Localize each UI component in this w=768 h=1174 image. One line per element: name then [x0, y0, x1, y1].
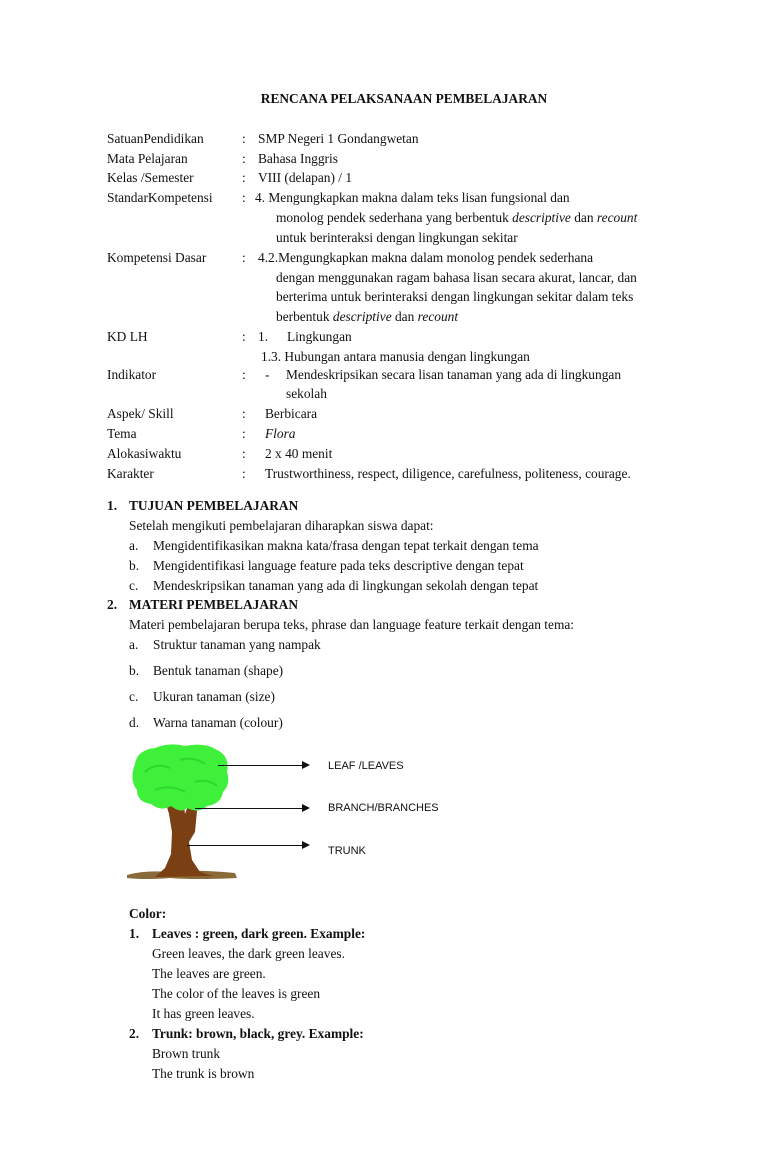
list-letter: c.: [129, 578, 139, 593]
list-item: Bentuk tanaman (shape): [153, 663, 284, 678]
colon: :: [242, 250, 246, 265]
label-trunk: TRUNK: [328, 845, 366, 857]
value-kompetensi-dasar-line1: 4.2.Mengungkapkan makna dalam monolog pendek sederhana: [258, 250, 594, 265]
value-kelas-semester: VIII (delapan) / 1: [258, 170, 353, 185]
list-item: Mengidentifikasi language feature pada teks descriptive dengan tepat: [153, 558, 524, 573]
tree-illustration: [125, 742, 250, 884]
list-letter: a.: [129, 538, 139, 553]
list-item: Struktur tanaman yang nampak: [153, 637, 321, 652]
list-number: 1.: [129, 926, 140, 941]
list-item: Mengidentifikasikan makna kata/frasa dengan tepat terkait dengan tema: [153, 538, 539, 553]
colon: :: [242, 466, 246, 481]
colon: :: [242, 170, 246, 185]
leaves-heading: Leaves : green, dark green. Example:: [152, 926, 366, 941]
value-aspek-skill: Berbicara: [265, 406, 318, 421]
label-aspek-skill: Aspek/ Skill: [107, 406, 174, 421]
label-kdlh: KD LH: [107, 329, 148, 344]
example-line: Green leaves, the dark green leaves.: [152, 946, 345, 961]
colon: :: [242, 406, 246, 421]
text: dan: [570, 210, 597, 225]
value-indikator-line2: sekolah: [286, 386, 327, 401]
arrow-branches: [195, 808, 304, 809]
value-kdlh: Lingkungan: [287, 329, 352, 344]
arrow-head-icon: [302, 761, 310, 769]
italic-term: descriptive: [512, 210, 571, 225]
colon: :: [242, 329, 246, 344]
list-letter: a.: [129, 637, 139, 652]
colon: :: [242, 446, 246, 461]
colon: :: [242, 190, 246, 205]
label-alokasi-waktu: Alokasiwaktu: [107, 446, 182, 461]
example-line: The trunk is brown: [152, 1066, 255, 1081]
section-title: TUJUAN PEMBELAJARAN: [129, 498, 299, 513]
value-kompetensi-dasar-line4: [276, 310, 458, 323]
section-intro: Materi pembelajaran berupa teks, phrase dan language feature terkait dengan tema:: [129, 617, 575, 632]
list-item: Ukuran tanaman (size): [153, 689, 275, 704]
label-karakter: Karakter: [107, 466, 154, 481]
color-heading: Color:: [129, 906, 167, 921]
example-line: The color of the leaves is green: [152, 986, 321, 1001]
label-branches: BRANCH/BRANCHES: [328, 802, 439, 814]
example-line: It has green leaves.: [152, 1006, 255, 1021]
arrow-head-icon: [302, 841, 310, 849]
section-number: 2.: [107, 597, 118, 612]
text: berbentuk: [276, 309, 333, 324]
label-tema: Tema: [107, 426, 137, 441]
example-line: Brown trunk: [152, 1046, 221, 1061]
italic-term: descriptive: [332, 309, 392, 324]
colon: :: [242, 367, 246, 382]
list-letter: d.: [129, 715, 140, 730]
section-title: MATERI PEMBELAJARAN: [129, 597, 298, 612]
value-karakter: Trustworthiness, respect, diligence, carefulness, politeness, courage.: [265, 466, 631, 481]
italic-term: recount: [417, 309, 459, 324]
list-letter: c.: [129, 689, 139, 704]
example-line: The leaves are green.: [152, 966, 266, 981]
label-kelas-semester: Kelas /Semester: [107, 170, 194, 185]
value-satuan-pendidikan: SMP Negeri 1 Gondangwetan: [258, 131, 419, 146]
arrow-trunk: [187, 845, 304, 846]
text: dan: [391, 309, 418, 324]
kdlh-number: 1.: [258, 329, 269, 344]
label-mata-pelajaran: Mata Pelajaran: [107, 151, 188, 166]
indikator-dash: -: [265, 367, 270, 382]
list-item: Warna tanaman (colour): [153, 715, 283, 730]
value-standar-kompetensi-line2: [276, 211, 637, 224]
label-standar-kompetensi: StandarKompetensi: [107, 190, 213, 205]
colon: :: [242, 131, 246, 146]
arrow-leaves: [218, 765, 304, 766]
list-number: 2.: [129, 1026, 140, 1041]
italic-term: recount: [596, 210, 638, 225]
value-tema: Flora: [265, 426, 296, 441]
colon: :: [242, 426, 246, 441]
section-intro: Setelah mengikuti pembelajaran diharapkan siswa dapat:: [129, 518, 434, 533]
value-mata-pelajaran: Bahasa Inggris: [258, 151, 338, 166]
value-indikator-line1: Mendeskripsikan secara lisan tanaman yang ada di lingkungan: [286, 367, 622, 382]
value-standar-kompetensi-line3: untuk berinteraksi dengan lingkungan sekitar: [276, 230, 518, 245]
arrow-head-icon: [302, 804, 310, 812]
value-alokasi-waktu: 2 x 40 menit: [265, 446, 333, 461]
list-item: Mendeskripsikan tanaman yang ada di lingkungan sekolah dengan tepat: [153, 578, 539, 593]
text: monolog pendek sederhana yang berbentuk: [276, 210, 513, 225]
value-standar-kompetensi-line1: 4. Mengungkapkan makna dalam teks lisan fungsional dan: [255, 190, 570, 205]
value-kompetensi-dasar-line2: dengan menggunakan ragam bahasa lisan secara akurat, lancar, dan: [276, 270, 637, 285]
value-kdlh-sub: 1.3. Hubungan antara manusia dengan lingkungan: [261, 349, 530, 364]
label-satuan-pendidikan: SatuanPendidikan: [107, 131, 204, 146]
value-kompetensi-dasar-line3: berterima untuk berinteraksi dengan lingkungan sekitar dalam teks: [276, 289, 634, 304]
trunk-heading: Trunk: brown, black, grey. Example:: [152, 1026, 364, 1041]
label-kompetensi-dasar: Kompetensi Dasar: [107, 250, 207, 265]
label-indikator: Indikator: [107, 367, 157, 382]
label-leaves: LEAF /LEAVES: [328, 760, 404, 772]
page-title: RENCANA PELAKSANAAN PEMBELAJARAN: [260, 91, 548, 106]
list-letter: b.: [129, 663, 140, 678]
list-letter: b.: [129, 558, 140, 573]
colon: :: [242, 151, 246, 166]
section-number: 1.: [107, 498, 118, 513]
